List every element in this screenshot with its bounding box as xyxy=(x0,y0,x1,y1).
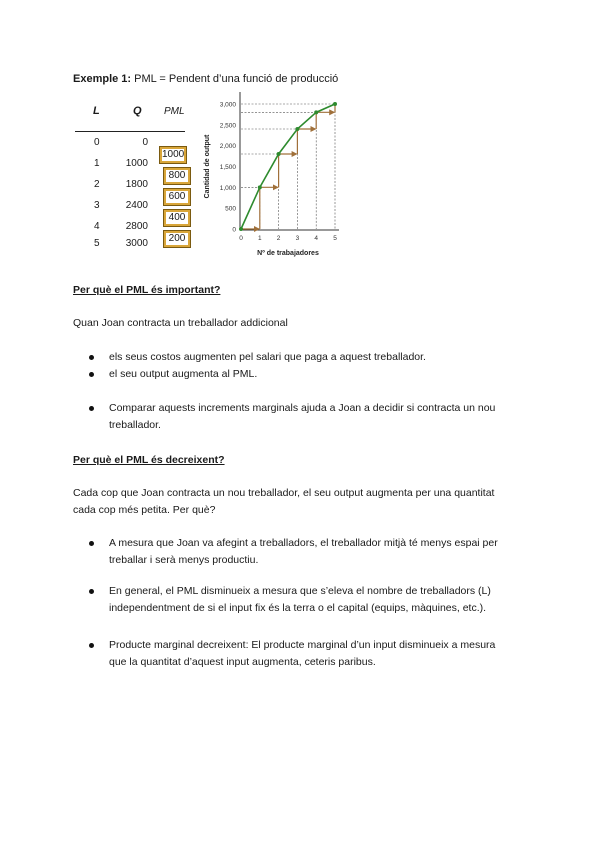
x-tick-label: 2 xyxy=(276,235,281,242)
section1-heading: Per què el PML és important? xyxy=(73,284,221,296)
data-point xyxy=(314,110,318,114)
header-q: Q xyxy=(133,105,142,117)
bullet-icon xyxy=(89,589,94,594)
cell-l: 3 xyxy=(94,200,100,211)
cell-q: 2400 xyxy=(125,200,148,211)
example-title xyxy=(73,73,338,85)
data-point xyxy=(295,127,299,131)
bullet-icon xyxy=(89,372,94,377)
bullet-text: Comparar aquests increments marginals ajuda a Joan a decidir si contracta un nou xyxy=(109,402,496,414)
y-tick-label: 0 xyxy=(232,226,236,234)
data-point xyxy=(333,102,337,106)
cell-q: 3000 xyxy=(125,238,148,249)
header-pml: PML xyxy=(164,106,185,117)
pml-value-box: 400 xyxy=(164,210,190,226)
bullet-text: independentment de si el input fix és la terra o el capital (equips, màquines, etc.). xyxy=(109,602,487,614)
pml-value-box: 800 xyxy=(164,168,190,184)
cell-l: 1 xyxy=(94,158,100,169)
bullet-text: el seu output augmenta al PML. xyxy=(109,368,258,380)
table-divider xyxy=(75,131,185,132)
y-tick-label: 2,500 xyxy=(219,122,236,130)
x-tick-label: 1 xyxy=(257,235,262,242)
y-axis-label: Cantidad de output xyxy=(204,134,211,199)
x-tick-label: 5 xyxy=(333,235,337,242)
cell-l: 2 xyxy=(94,179,100,190)
section2-heading: Per què el PML és decreixent? xyxy=(73,454,225,466)
cell-q: 1000 xyxy=(125,158,148,169)
y-tick-label: 3,000 xyxy=(219,101,236,109)
bullet-text: els seus costos augmenten pel salari que paga a aquest treballador. xyxy=(109,351,426,363)
section1-intro: Quan Joan contracta un treballador addicional xyxy=(73,317,288,329)
bullet-text: que la quantitat d’aquest input augmenta, ceteris paribus. xyxy=(109,656,376,668)
production-chart xyxy=(195,90,355,265)
cell-q: 1800 xyxy=(125,179,148,190)
section2-intro-line: cada cop més petita. Per què? xyxy=(73,504,216,516)
y-tick-label: 1,500 xyxy=(219,164,236,171)
production-curve xyxy=(241,104,335,229)
y-tick-label: 500 xyxy=(225,205,236,213)
bullet-icon xyxy=(89,541,94,546)
pml-value-box: 200 xyxy=(164,231,190,247)
example-title-text: PML = Pendent d’una funció de producció xyxy=(131,73,339,85)
bullet-icon xyxy=(89,643,94,648)
cell-l: 4 xyxy=(94,221,100,232)
cell-l: 0 xyxy=(94,137,100,148)
bullet-icon xyxy=(89,406,94,411)
x-tick-label: 0 xyxy=(239,235,243,242)
bullet-text: treballar i serà menys productiu. xyxy=(109,554,259,566)
header-l: L xyxy=(93,105,100,117)
pml-value-box: 600 xyxy=(164,189,190,205)
bullet-text: Producte marginal decreixent: El producte marginal d’un input disminueix a mesura xyxy=(109,639,496,651)
pml-value-box: 1000 xyxy=(160,147,186,163)
bullet-text: treballador. xyxy=(109,419,161,431)
x-axis-label: Nº de trabajadores xyxy=(257,250,319,257)
x-tick-label: 3 xyxy=(295,235,300,242)
cell-q: 0 xyxy=(142,137,148,148)
bullet-text: A mesura que Joan va afegint a treballadors, el treballador mitjà té menys espai per xyxy=(109,537,498,549)
data-point xyxy=(239,227,243,231)
example-title-label: Exemple 1: xyxy=(73,73,132,85)
data-point xyxy=(277,152,281,156)
x-tick-label: 4 xyxy=(314,235,319,242)
cell-l: 5 xyxy=(94,238,100,249)
bullet-text: En general, el PML disminueix a mesura que s’eleva el nombre de treballadors (L) xyxy=(109,585,491,597)
bullet-icon xyxy=(89,355,94,360)
data-point xyxy=(258,185,262,189)
section2-intro-line: Cada cop que Joan contracta un nou treballador, el seu output augmenta per una quantitat xyxy=(73,487,495,499)
y-tick-label: 2,000 xyxy=(219,143,236,151)
cell-q: 2800 xyxy=(125,221,148,232)
y-tick-label: 1,000 xyxy=(219,184,236,192)
